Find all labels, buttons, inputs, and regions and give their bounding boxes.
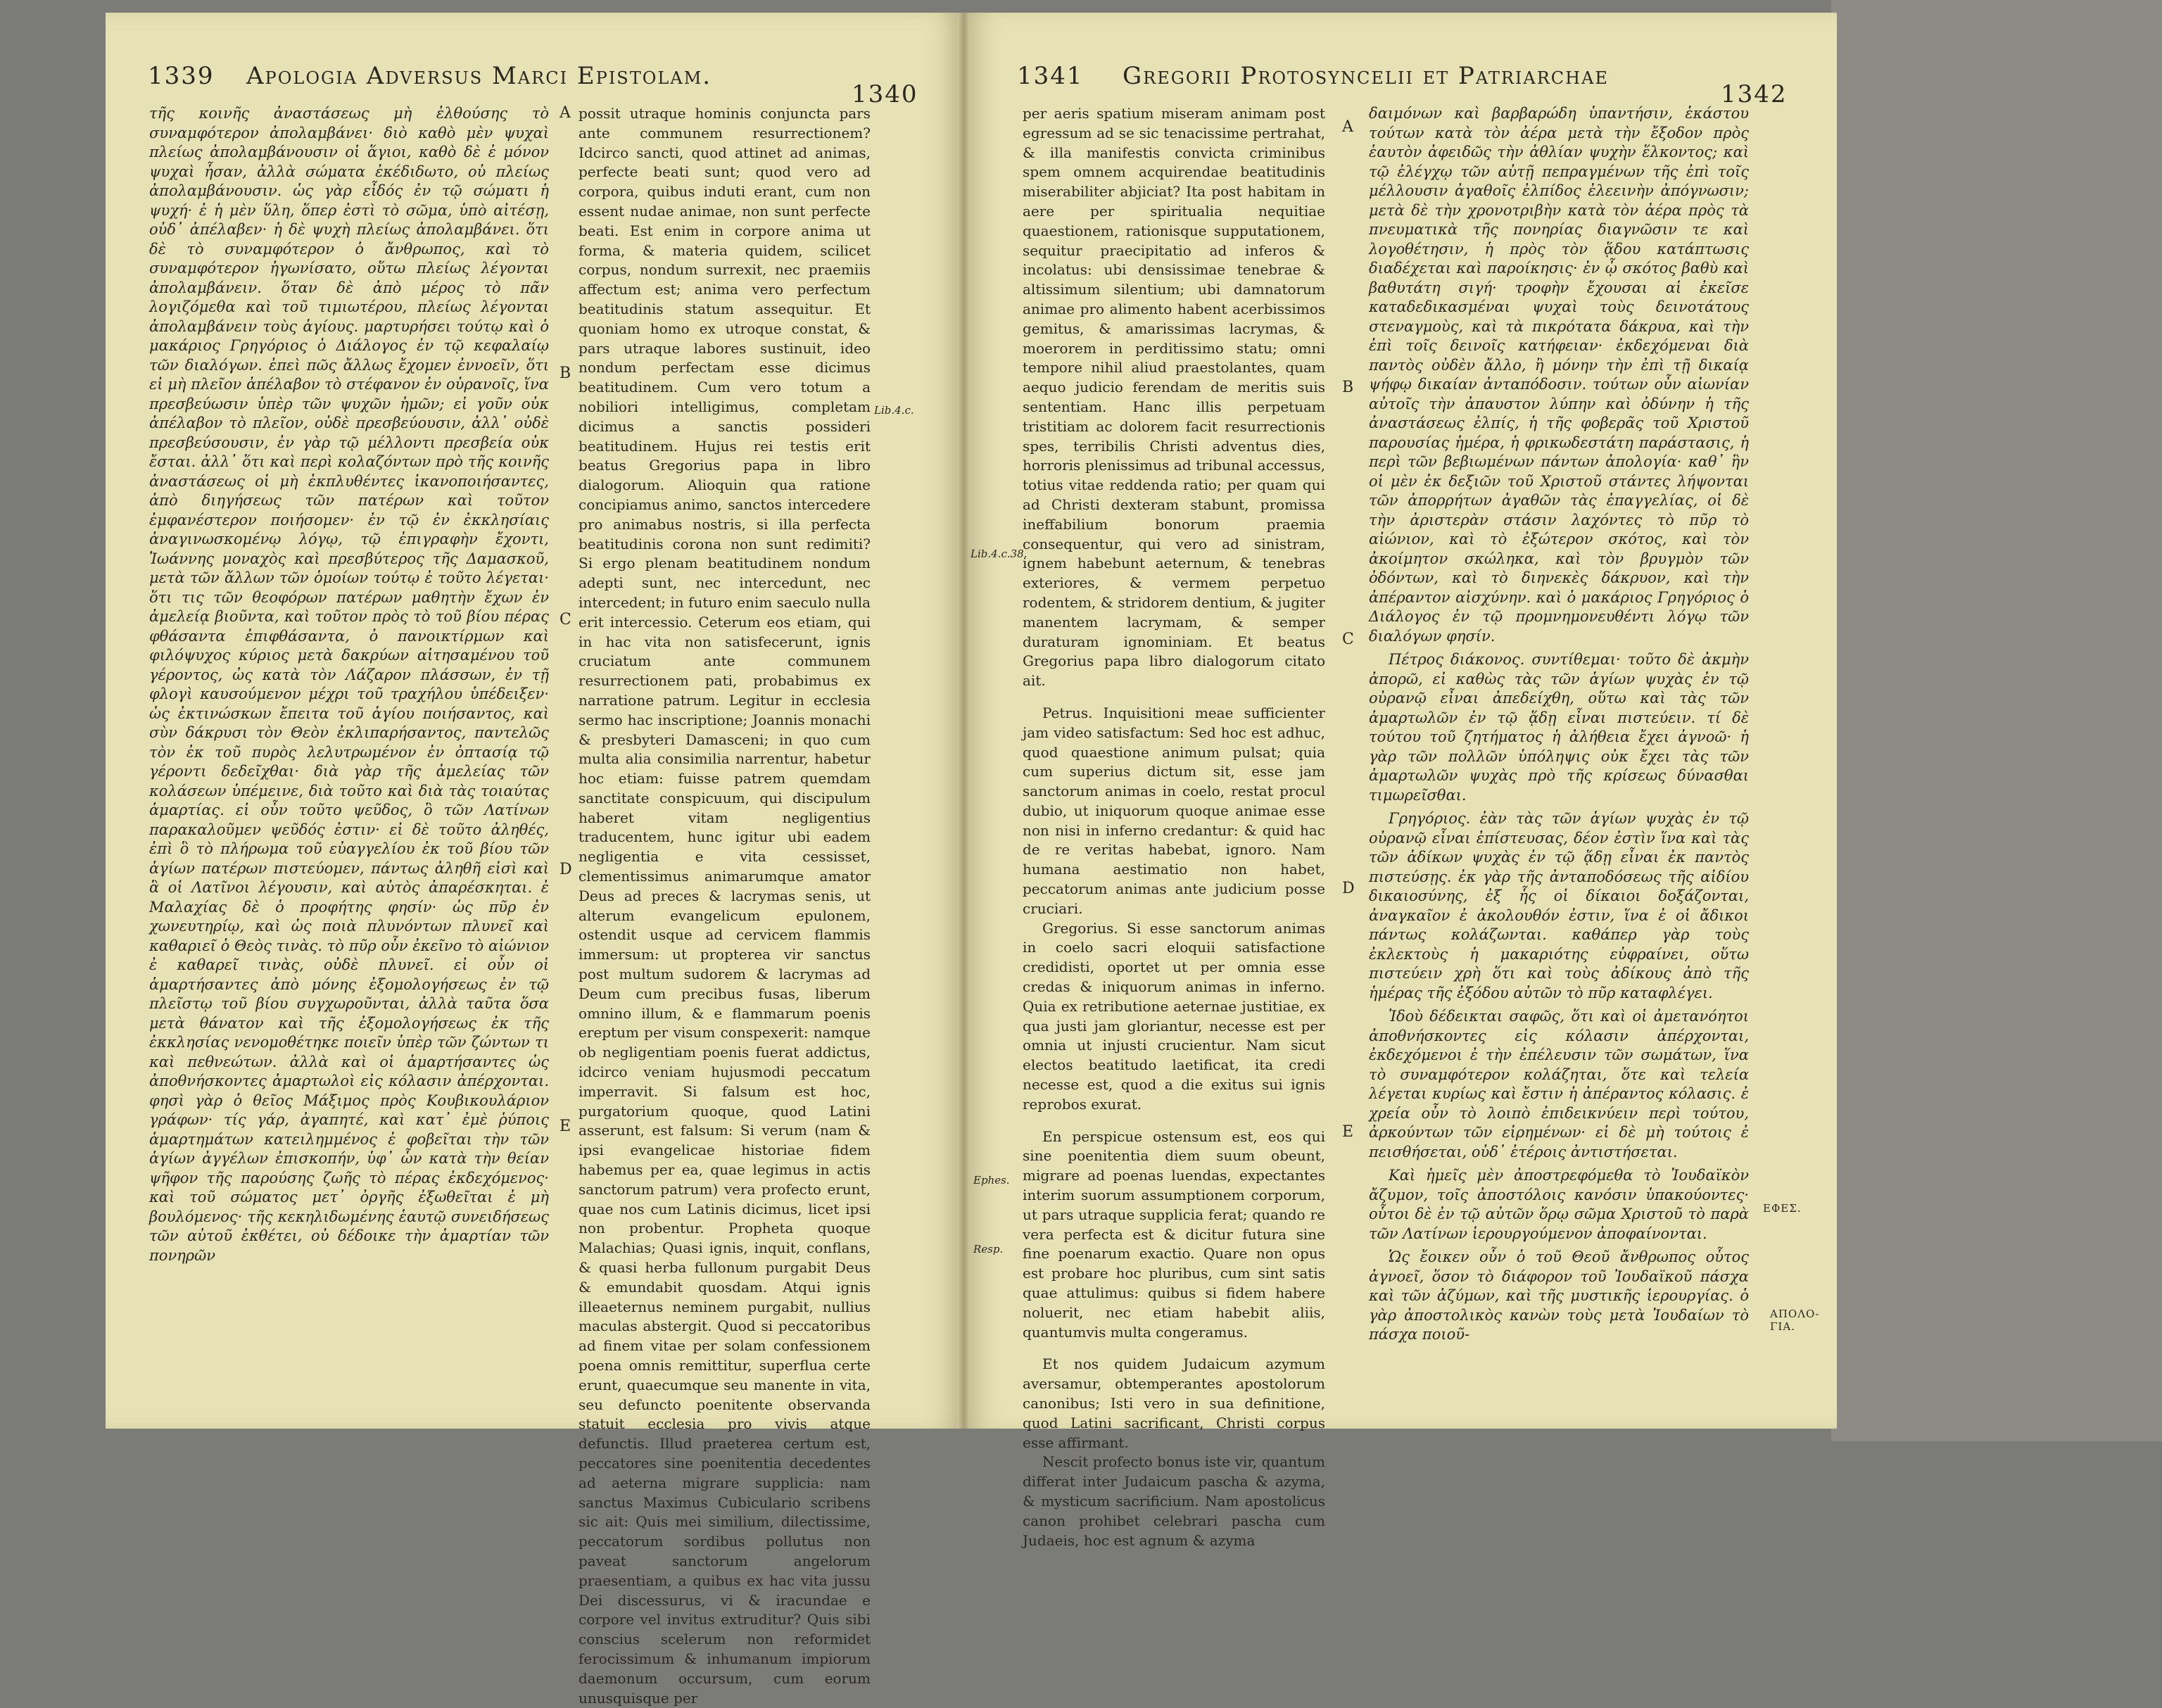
- section-letter: C: [1342, 631, 1354, 648]
- open-book: [106, 13, 1837, 1707]
- section-letter: D: [1342, 880, 1355, 897]
- section-letter: C: [560, 611, 571, 628]
- margin-note: Lib.4.c.: [874, 404, 914, 417]
- section-letter: E: [1342, 1123, 1354, 1141]
- latin-paragraph-final: Nescit profecto bonus iste vir, quantum differat inter Judaicum pascha & azyma, & mysticum sacrificium. Nam apostolicus canon prohibet celebrari pascha cum Judaeis, hoc est agnum & azyma: [1023, 1453, 1325, 1549]
- running-title: Apologia Adversus Marci Epistolam.: [246, 62, 712, 90]
- section-letter: B: [1342, 379, 1354, 396]
- left-page-header: [148, 62, 929, 108]
- greek-paragraph-conclusion: Ἰδοὺ δέδεικται σαφῶς, ὅτι καὶ οἱ ἀμετανόητοι ἀποθνήσκοντες εἰς κόλασιν ἀπέρχονται, ἐκδεχόμενοι ἐ τὴν ἐπέλευσιν τῶν σωμάτων, ἵνα τὸ συναμφότερον κολάζηται, ὅτε καὶ τελεία λέγεται κυρίως καὶ ἔστιν ἡ ἀπέραντος κόλασις. ἐ χρεία οὖν τὸ λοιπὸ ἐπιδεικνύειν περὶ τούτου, ἀρκούντων τῶν εἰρημένων· εἰ δὲ μὴ τούτοις ἐ πεισθήσεται, οὐδ᾽ ἑτέροις ἀντιστήσεται.: [1369, 1008, 1749, 1160]
- margin-note: ΑΠΟΛΟ- ΓΙΑ.: [1770, 1308, 1820, 1333]
- greek-paragraph-azymis: Καὶ ἡμεῖς μὲν ἀποστρεφόμεθα τὸ Ἰουδαϊκὸν ἄζυμον, τοῖς ἀποστόλοις κανόσιν ὑπακούοντες· οὗτοι δὲ ἐν τῷ αὐτῶν ὅρῳ σῶμα Χριστοῦ τὸ παρὰ τῶν Λατίνων ἱερουργούμενον ἀποφαίνονται.: [1369, 1167, 1749, 1242]
- margin-note: Ephes.: [973, 1174, 1010, 1187]
- margin-note: Lib.4.c.38.: [971, 548, 1028, 560]
- right-page: [968, 13, 1837, 1549]
- greek-paragraph: δαιμόνων καὶ βαρβαρώδη ὑπαντήσιν, ἑκάστου τούτων κατὰ τὸν ἀέρα μετὰ τὴν ἔξοδον πρὸς ἑαυτὸν ἀφειδῶς τὴν ἀθλίαν ψυχὴν ἕλκοντος; καὶ τῷ ἐλέγχῳ τῶν αὐτῇ πεπραγμένων τῆς ἐπὶ τοῖς μέλλουσιν ἀγαθοῖς ἐλπίδος ἐλεεινὴν ἀπόγνωσιν; μετὰ δὲ τὴν χρονοτριβὴν κατὰ τὸν ἀέρα πρὸς τὰ πνευματικὰ τῆς πονηρίας διαγνῶσιν τε καὶ λογοθέτησιν, ἡ πρὸς τὸν ᾅδου κατάπτωσις διαδέχεται καὶ παροίκησις· ἐν ᾧ σκότος βαθὺ καὶ βαθυτάτη σιγή· τροφὴν ἔχουσαι αἱ ἐκεῖσε καταδεδικασμέναι ψυχαὶ τοὺς δεινοτάτους στεναγμοὺς, καὶ τὰ πικρότατα δάκρυα, καὶ τὴν ἐπὶ τοῖς δεινοῖς κατήφειαν· ἐκδεχόμεναι διὰ παντὸς οὐδὲν ἄλλο, ἢ μόνην τὴν ἐπὶ τῇ δικαίᾳ ψήφῳ δικαίαν ἀνταπόδοσιν. τούτων οὖν αἰωνίαν αὐτοῖς τὴν ἀπαυστον λύπην καὶ ὀδύνην ἡ τῆς ἀναστάσεως ἐλπίς, ἡ τῆς φοβερᾶς τοῦ Χριστοῦ παρουσίας ἡμέρα, ἡ φρικωδεστάτη παράστασις, ἡ περὶ τῶν βεβιωμένων πάντων ἀπολογία· καθ᾽ ἣν οἱ μὲν ἐκ δεξιῶν τοῦ Χριστοῦ στάντες λήψονται τῶν ἀπορρήτων ἀγαθῶν τὰς ἐπαγγελίας, οἱ δὲ τὴν ἀριστερὰν στάσιν λαχόντες τὸ πῦρ τὸ αἰώνιον, καὶ τὸ ἐξώτερον σκότος, καὶ τὸν ἀκοίμητον σκώληκα, καὶ τὸν βρυγμὸν τῶν ὀδόντων, καὶ τὸ διηνεκὲς δάκρυον, καὶ τὴν ἀπέραντον αἰσχύνην. καὶ ὁ μακάριος Γρηγόριος ὁ Διάλογος ἐν τῷ προμνημονευθέντι λόγῳ τῶν διαλόγων φησίν.: [1369, 105, 1749, 645]
- greek-text-column: [149, 104, 549, 1392]
- page-number: 1340: [852, 80, 918, 108]
- latin-paragraph-azymis: Et nos quidem Judaicum azymum aversamur, obtemperantes apostolorum canonibus; Isti vero in sua definitione, quod Latini sacrificant, Christi corpus esse affirmant.: [1023, 1355, 1325, 1451]
- latin-paragraph-gregorius: Gregorius. Si esse sanctorum animas in coelo sacri eloquii satisfactione credidisti, oportet ut per omnia esse credas & iniquorum animas in inferno. Quia ex retributione aeternae justitiae, ex qua justi jam gloriantur, necesse est per omnia ut injusti crucientur. Nam sicut electos beatitudo laetificat, ita credi necesse est, quod a die exitus sui ignis reprobos exurat.: [1023, 919, 1325, 1113]
- greek-paragraph-petrus: Πέτρος διάκονος. συντίθεμαι· τοῦτο δὲ ἀκμὴν ἀπορῶ, εἰ καθὼς τὰς τῶν ἁγίων ψυχὰς ἐν τῷ οὐρανῷ εἶναι ἀπεδείχθη, οὕτω καὶ τὰς τῶν ἁμαρτωλῶν ἐν τῷ ᾅδῃ εἶναι πιστεύειν. τί δὲ τούτου τοῦ ζητήματος ἡ ἀλήθεια ἔχει ἀγνοῶ· ἡ γὰρ τῶν πολλῶν ὑπόληψις οὐκ ἔχει τὰς τῶν ἁμαρτωλῶν ψυχὰς πρὸ τῆς κρίσεως δύνασθαι τιμωρεῖσθαι.: [1369, 651, 1749, 804]
- greek-paragraph-gregorius: Γρηγόριος. ἐὰν τὰς τῶν ἁγίων ψυχὰς ἐν τῷ οὐρανῷ εἶναι ἐπίστευσας, δέον ἐστὶν ἵνα καὶ τὰς τῶν ἀδίκων ψυχὰς ἐν τῷ ᾅδῃ εἶναι ἐκ παντὸς πιστεύσῃς. ἐκ γὰρ τῆς ἀνταποδόσεως τῆς αἰδίου δικαιοσύνης, ἐξ ἧς οἱ δίκαιοι δοξάζονται, ἀναγκαῖον ἐ ἀκολουθόν ἐστιν, ἵνα ἐ οἱ ἄδικοι πάντως κολάζωνται. καθάπερ γὰρ τοὺς ἐκλεκτοὺς ἡ μακαριότης εὐφραίνει, οὕτω πιστεύειν χρὴ ὅτι καὶ τοὺς ἀδίκους ἀπὸ τῆς ἡμέρας τῆς ἐξόδου αὐτῶν τὸ πῦρ καταφλέγει.: [1369, 810, 1749, 1001]
- margin-note: ΕΦΕΣ.: [1763, 1202, 1802, 1215]
- page-number: 1339: [148, 62, 215, 90]
- section-letter: D: [560, 861, 572, 878]
- background-surface: [1831, 0, 2162, 1441]
- section-letter: A: [1342, 118, 1353, 136]
- running-title: Gregorii Protosyncelii et Patriarchae: [1123, 62, 1609, 90]
- left-page: [106, 13, 961, 1707]
- latin-paragraph-conclusion: En perspicue ostensum est, eos qui sine poenitentia diem suum obeunt, migrare ad poenas luendas, expectantes interim suorum assumptionem corporum, ut pars utraque supplicia ferat; quando re vera perfecta est & dicitur futura sine fine poenarum exactio. Quare non opus est probare hoc pluribus, cum sint satis quae attulimus: quibus si fidem habere noluerit, nec etiam habebit aliis, quantumvis multa congeramus.: [1023, 1127, 1325, 1341]
- greek-text-column: [1369, 104, 1749, 1392]
- section-letter: E: [560, 1118, 571, 1135]
- latin-text-column: [1023, 104, 1325, 1549]
- page-number: 1342: [1721, 80, 1788, 108]
- latin-paragraph-petrus: Petrus. Inquisitioni meae sufficienter jam video satisfactum: Sed hoc est adhuc, quod quaestione animum pulsat; quia cum superius dictum sit, esse jam sanctorum animas in coelo, restat procul dubio, ut iniquorum quoque animae esse non nisi in inferno credantur: & quid hac de re veritas habebat, ignoro. Nam humana aestimatio non habet, peccatorum animas ante judicium posse cruciari.: [1023, 704, 1325, 917]
- greek-paragraph-final: Ὡς ἔοικεν οὖν ὁ τοῦ Θεοῦ ἄνθρωπος οὗτος ἀγνοεῖ, ὅσον τὸ διάφορον τοῦ Ἰουδαϊκοῦ πάσχα καὶ τῶν ἀζύμων, καὶ τῆς μυστικῆς ἱερουργίας. ὁ γὰρ ἀποστολικὸς κανὼν τοὺς μετὰ Ἰουδαίων τὸ πάσχα ποιοῦ-: [1369, 1248, 1749, 1343]
- latin-text-column: [579, 104, 871, 1707]
- latin-paragraph: possit utraque hominis conjuncta pars ante communem resurrectionem? Idcirco sancti, quod attinet ad animas, perfecte beati sunt; quod vero ad corpora, quibus induti erant, cum non essent nudae animae, non sunt perfecte beati. Est enim in corpore anima ut forma, & materia quidem, scilicet corpus, nondum surrexit, nec praemiis affectum est; anima vero perfectum beatitudinis statum assequitur. Et quoniam homo ex utroque constat, & pars utraque labores sustinuit, ideo nondum perfectam esse dicimus beatitudinem. Cum vero totum a nobiliori intelligimus, completam dicimus a sanctis possideri beatitudinem. Hujus rei testis erit beatus Gregorius papa in libro dialogorum. Alioquin qua ratione concipiamus animo, sanctos intercedere pro animabus nostris, si illa perfecta beatitudinis corona non sunt redimiti? Si ergo plenam beatitudinem nondum adepti sunt, nec intercedunt, nec intercedent; in futuro enim saeculo nulla erit intercessio. Ceterum eos etiam, qui in hac vita non satisfecerunt, ignis cruciatum ante communem resurrectionem pati, probabimus ex narratione patrum. Legitur in ecclesia sermo hac inscriptione; Joannis monachi & presbyteri Damasceni; in quo cum multa alia consimilia narrentur, habetur hoc etiam: fuisse patrem quemdam sanctitate conspicuum, qui discipulum haberet vitam negligentius traducentem, hunc igitur ubi eadem negligentia e vita cessisset, clementissimus animarumque amator Deus ad preces & lacrymas senis, ut alterum evangelicum epulonem, ostendit usque ad cervicem flammis immersum: ut propterea vir sanctus post multum sudorem & lacrymas ad Deum cum precibus fusas, liberum omnino illum, & e flammarum poenis ereptum per visum conspexerit: namque ob negligentiam poenis fuerat addictus, idcirco veniam hujusmodi peccatum imperravit. Si falsum est hoc, purgatorium quoque, quod Latini asserunt, est falsum: Si verum (nam & ipsi evangelicae historiae fidem habemus per ea, quae legimus in actis sanctorum patrum) vera profecto erunt, quae nos cum Latinis dicimus, licet ipsi non probentur. Propheta quoque Malachias; Quasi ignis, inquit, conflans, & quasi herba fullonum purgabit Deus & emundabit quosdam. Atqui ignis illeaeternus neminem purgabit, nullius maculas abstergit. Quod si peccatoribus ad finem vitae per solam confessionem poena omnis remittitur, superflua certe erunt, quaecumque seu manente in vita, seu defuncto poenitente observanda statuit ecclesia pro vivis atque defunctis. Illud praeterea certum est, peccatores sine poenitentia decedentes ad aeterna migrare supplicia: nam sanctus Maximus Cubiculario scribens sic ait: Quis mei similium, dilectissime, peccatorum sordibus pollutus non paveat sanctorum angelorum praesentiam, a quibus ex hac vita jussu Dei discessurus, vi & iracundae e corpore vel invitus extruditur? Quis sibi conscius scelerum non reformidet ferocissimum & inhumanum impiorum daemonum occursum, cum eorum unusquisque per: [579, 105, 871, 1707]
- margin-note: Resp.: [973, 1243, 1004, 1255]
- right-page-header: [1017, 62, 1798, 108]
- latin-paragraph: per aeris spatium miseram animam post egressum ad se sic tenacissime pertrahat, & illa manifestis convicta criminibus spem omnem acquirendae beatitudinis miserabiliter abjiciat? Ita post habitam in aere per spiritualia nequitiae quaestionem, rationisque supputationem, sequitur praecipitatio ad inferos & incolatus: ubi densissimae tenebrae & altissimum silentium; ubi damnatorum animae pro alimento habent acerbissimos gemitus, & amarissimas lacrymas, & moerorem in perditissimo statu; omni tempore nihil aliud praestolantes, quam aequo judicio ferendam de meritis suis sententiam. Hanc illis perpetuam tristitiam ac dolorem facit resurrectionis spes, terribilis Christi adventus dies, horroris plenissimus ad tribunal accessus, totius vitae reddenda ratio; per quam qui ad Christi dexteram stabunt, promissa ineffabilium bonorum praemia consequentur, qui vero ad sinistram, ignem habebunt aeternum, & tenebras exteriores, & vermem perpetuo rodentem, & stridorem dentium, & jugiter manentem lacrymam, & semper duraturam ignominiam. Et beatus Gregorius papa libro dialogorum citato ait.: [1023, 105, 1325, 690]
- section-letter: A: [560, 104, 571, 122]
- greek-paragraph: τῆς κοινῆς ἀναστάσεως μὴ ἐλθούσης τὸ συναμφότερον ἀπολαμβάνει· διὸ καθὸ μὲν ψυχαὶ πλείως ἀπολαμβάνουσιν οἱ ἅγιοι, καθὸ δὲ ἐ μόνον ψυχαὶ ἦσαν, ἀλλὰ σώματα ἐκέδιδωτο, οὐ πλείως ἀπολαμβάνουσιν. ὡς γὰρ εἶδός ἐν τῷ σώματι ἡ ψυχή· ἐ ἡ μὲν ὕλη, ὅπερ ἐστὶ τὸ σῶμα, ὑπὸ αἰτέσῃ, οὐδ᾽ ἀπέλαβεν· ἡ δὲ ψυχὴ πλείως ἀπολαμβάνει. ὅτι δὲ τὸ συναμφότερον ὁ ἄνθρωπος, καὶ τὸ συναμφότερον ἡγωνίσατο, οὕτω πλείως λέγονται ἀπολαμβάνειν. ὅταν δὲ ἀπὸ μέρος τὸ πᾶν λογιζόμεθα καὶ τοῦ τιμιωτέρου, πλείως λέγονται ἀπολαμβάνειν τοὺς ἁγίους. μαρτυρήσει τούτῳ καὶ ὁ μακάριος Γρηγόριος ὁ Διάλογος ἐν τῷ κεφαλαίῳ τῶν διαλόγων. ἐπεὶ πῶς ἄλλως ἔχομεν ἐννοεῖν, ὅτι εἰ μὴ πλεῖον ἀπέλαβον τὸ στέφανον ἐν οὐρανοῖς, ἵνα πρεσβεύωσιν ὑπὲρ τῶν ψυχῶν ἡμῶν; εἰ γοῦν οὐκ ἀπέλαβον τὸ πλεῖον, οὐδὲ πρεσβεύουσιν, ἀλλ᾽ οὐδὲ πρεσβεύσουσιν, ἐν γὰρ τῷ μέλλοντι πρεσβεία οὐκ ἔσται. ἀλλ᾽ ὅτι καὶ περὶ κολαζόντων πρὸ τῆς κοινῆς ἀναστάσεως οἱ μὴ ἐκπλυθέντες ἱκανοποιήσαντες, ἀπὸ διηγήσεως τῶν πατέρων καὶ τοῦτον ἐμφανέστερον ποιήσομεν· ἐν τῷ ἐν ἐκκλησίαις ἀναγινωσκομένῳ λόγῳ, τῷ ἐπιγραφὴν ἔχοντι, Ἰωάννης μοναχὸς καὶ πρεσβύτερος τῆς Δαμασκοῦ, μετὰ τῶν ἄλλων τῶν ὁμοίων τούτῳ ἐ τοῦτο λέγεται· ὅτι τις τῶν θεοφόρων πατέρων μαθητὴν ἔχων ἐν ἀμελείᾳ βιοῦντα, καὶ τοῦτον πρὸς τὸ τοῦ βίου πέρας φθάσαντα ἐπιφθάσαντα, ὁ πανοικτίρμων καὶ φιλόψυχος κύριος μετὰ δακρύων αἰτησαμένου τοῦ γέροντος, ὡς κατὰ τὸν Λάζαρον πλάσσων, ἐν τῇ φλογὶ καυσούμενον μέχρι τοῦ τραχήλου ὑπέδειξεν· ὡς ἐκτινώσκων ἔπειτα τοῦ ἁγίου ποιήσαντος, καὶ σὺν δάκρυσι τὸν Θεὸν ἐκλιπαρήσαντος, παντελῶς τὸν ἐκ τοῦ πυρὸς λελυτρωμένον ἐν ὀπτασίᾳ τῷ γέροντι δεδεῖχθαι· διὰ γὰρ τῆς ἀμελείας τῶν κολάσεων ὑπέμεινε, διὰ τοῦτο καὶ διὰ τὰς τοιαύτας ἁμαρτίας. εἰ οὖν τοῦτο ψεῦδος, ὃ τῶν Λατίνων παρακαλοῦμεν ψεῦδός ἐστιν· εἰ δὲ τοῦτο ἀληθές, ἐπὶ ὃ τὸ πλήρωμα τοῦ εὐαγγελίου ἐκ τοῦ βίου τῶν ἁγίων πατέρων πιστεύομεν, πάντως ἀληθῆ εἰσὶ καὶ ἃ οἱ Λατῖνοι λέγουσιν, καὶ αὐτὸς ἀπαρέσκηται. ἐ Μαλαχίας δὲ ὁ προφήτης φησίν· ὡς πῦρ ἐν χωνευτηρίῳ, καὶ ὡς ποιὰ πλυνόντων πλυνεῖ καὶ καθαριεῖ ὁ Θεὸς τινὰς. τὸ πῦρ οὖν ἐκεῖνο τὸ αἰώνιον ἐ καθαρεῖ τινὰς, οὐδὲ πλυνεῖ. εἰ οὖν οἱ ἁμαρτήσαντες ἀπὸ μόνης ἐξομολογήσεως ἐν τῷ πλεῖστῳ τοῦ βίου συγχωροῦνται, ἀλλὰ ταῦτα ὅσα μετὰ θάνατον καὶ τῆς ἐξομολογήσεως ἐκ τῆς ἐκκλησίας νενομοθέτηκε ποιεῖν ὑπὲρ τῶν ζώντων τι καὶ πεθνεώτων. ἀλλὰ καὶ οἱ ἁμαρτήσαντες ὡς ἀποθνήσκοντες ἁμαρτωλοὶ εἰς κόλασιν ἀπέρχονται. φησὶ γὰρ ὁ θεῖος Μάξιμος πρὸς Κουβικουλάριον γράφων· τίς γάρ, ἀγαπητέ, καὶ κατ᾽ ἐμὲ ῥύποις ἁμαρτημάτων κατειλημμένος ἐ φοβεῖται τὴν τῶν ἁγίων ἀγγέλων ἐπισκοπήν, ὑφ᾽ ὧν κατὰ τὴν θείαν ψῆφον τῆς παρούσης ζωῆς τὸ πέρας ἐκδεχόμενος· καὶ τοῦ σώματος μετ᾽ ὀργῆς ἐξωθεῖται ἐ μὴ βουλόμενος· τῆς κεκηλιδωμένης ἑαυτῷ συνειδήσεως τῶν αὐτοῦ ἐκθέτει, οὐ δέδοικε τὴν ἁμαρτίαν τῶν πονηρῶν: [149, 105, 549, 1264]
- page-number: 1341: [1017, 62, 1084, 90]
- section-letter: B: [560, 365, 571, 382]
